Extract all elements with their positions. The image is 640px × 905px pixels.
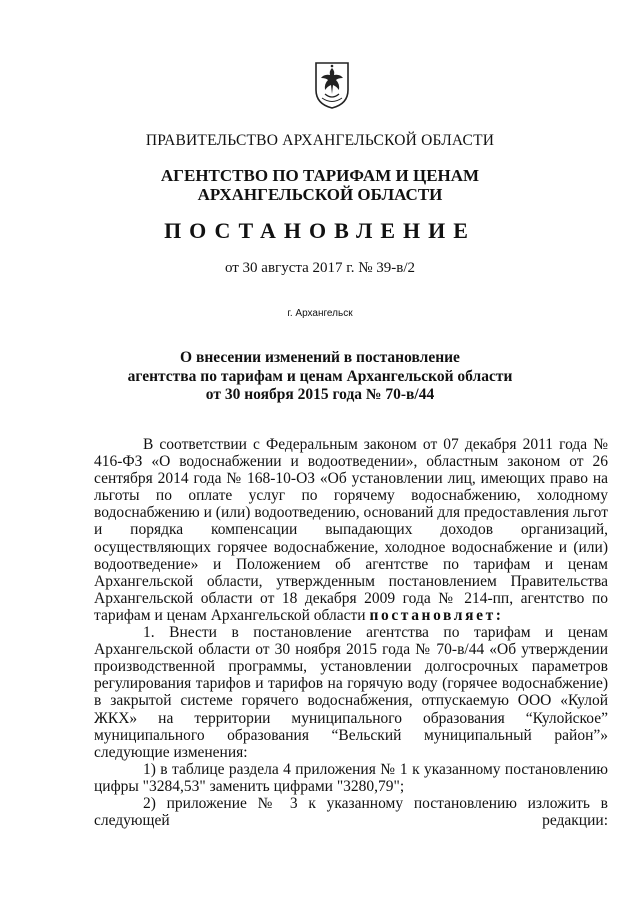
subject-line-1: О внесении изменений в постановление bbox=[180, 349, 460, 366]
item-1-paragraph: 1. Внести в постановление агентства по тарифам и ценам Архангельской области от 30 ноября 2015 года № 70-в/44 «Об утверждении производственной программы, установлении долгосрочных параметров регулирования тарифов и тарифов на горячую воду (горячее водоснабжение) в закрытой системе горячего водоснабжения, отпускаемую ООО «Кулой ЖКХ» на территории муниципального образования “Кулойское” муниципального образования “Вельский муниципальный район”» следующие изменения: bbox=[94, 624, 608, 761]
agency-title-line-2: АРХАНГЕЛЬСКОЙ ОБЛАСТИ bbox=[197, 185, 443, 204]
item-1-2-paragraph: 2) приложение № 3 к указанному постановлению изложить в следующей редакции: bbox=[94, 794, 608, 830]
subject-line-3: от 30 ноября 2015 года № 70-в/44 bbox=[205, 386, 435, 403]
document-body bbox=[94, 436, 608, 829]
agency-title bbox=[0, 166, 640, 204]
preamble-text: В соответствии с Федеральным законом от 07 декабря 2011 года № 416-ФЗ «О водоснабжении и водоотведении», областным законом от 26 сентября 2014 года № 168-10-ОЗ «Об установлении лиц, имеющих право на льготы по оплате услуг по горячему водоснабжению, холодному водоснабжению и (или) водоотведению, оснований для предоставления льгот и порядка компенсации выпадающих доходов организаций, осуществляющих горячее водоснабжение, холодное водоснабжение и (или) водоотведение» и Положением об агентстве по тарифам и ценам Архангельской области, утвержденным постановлением Правительства Архангельской области от 18 декабря 2009 года № 214-пп, агентство по тарифам и ценам Архангельской области bbox=[94, 436, 608, 624]
document-type-heading: ПОСТАНОВЛЕНИЕ bbox=[164, 218, 476, 243]
document-subject bbox=[0, 349, 640, 405]
coat-of-arms-icon bbox=[313, 60, 351, 110]
item-1-1-paragraph: 1) в таблице раздела 4 приложения № 1 к указанному постановлению цифры "3284,53" заменить цифрами "3280,79"; bbox=[94, 760, 608, 795]
resolves-keyword: постановляет: bbox=[369, 606, 504, 624]
document-city: г. Архангельск bbox=[287, 308, 353, 319]
agency-title-line-1: АГЕНТСТВО ПО ТАРИФАМ И ЦЕНАМ bbox=[160, 166, 480, 185]
government-title: ПРАВИТЕЛЬСТВО АРХАНГЕЛЬСКОЙ ОБЛАСТИ bbox=[145, 132, 495, 149]
document-date-number: от 30 августа 2017 г. № 39-в/2 bbox=[224, 260, 416, 276]
subject-line-2: агентства по тарифам и ценам Архангельской области bbox=[127, 367, 513, 385]
preamble-paragraph bbox=[94, 436, 608, 624]
